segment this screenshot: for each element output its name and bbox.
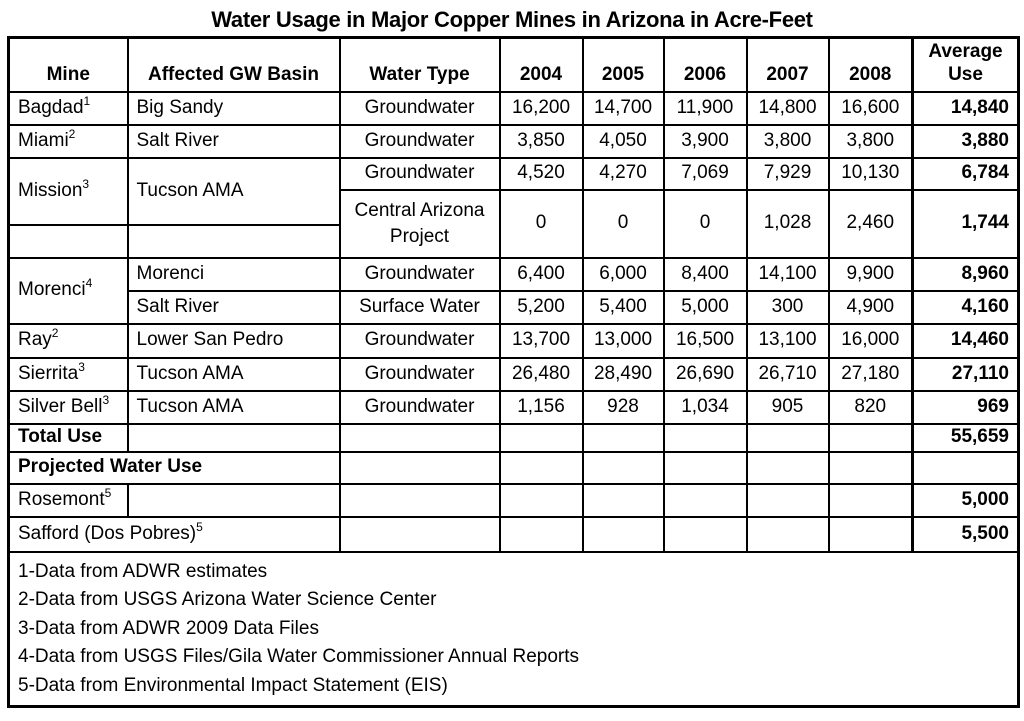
water-type-cell: Groundwater [340, 125, 500, 158]
mine-name: Ray [18, 329, 52, 351]
year-value-cell: 0 [583, 190, 664, 258]
empty-cell [340, 517, 500, 552]
year-value-cell: 14,800 [747, 92, 829, 125]
average-cell: 3,880 [913, 125, 1019, 158]
year-value-cell: 11,900 [664, 92, 747, 125]
footnote-line: 4-Data from USGS Files/Gila Water Commissioner Annual Reports [18, 646, 580, 668]
empty-cell [583, 517, 664, 552]
water-type-cell: Groundwater [340, 324, 500, 358]
footnote-ref: 5 [196, 519, 203, 534]
row-silver-bell [9, 391, 1019, 424]
year-value-cell: 4,050 [583, 125, 664, 158]
empty-cell [500, 484, 583, 517]
row-projected-header [9, 452, 1019, 484]
footnote-ref: 1 [83, 93, 91, 108]
year-value-cell: 1,034 [664, 391, 747, 424]
year-value-cell: 3,850 [500, 125, 583, 158]
empty-cell [128, 484, 340, 517]
year-value-cell: 14,700 [583, 92, 664, 125]
basin-cell: Tucson AMA [128, 391, 340, 424]
year-value-cell: 28,490 [583, 358, 664, 391]
mine-cell [9, 158, 128, 225]
year-value-cell: 3,800 [829, 125, 913, 158]
mine-name: Rosemont [18, 488, 105, 510]
basin-cell: Salt River [128, 291, 340, 324]
year-value-cell: 7,069 [664, 158, 747, 190]
water-type-cell: Groundwater [340, 391, 500, 424]
empty-cell [583, 452, 664, 484]
mine-cell [9, 324, 128, 358]
empty-cell [128, 424, 340, 452]
average-cell: 8,960 [913, 258, 1019, 291]
col-header-basin: Affected GW Basin [128, 38, 340, 92]
empty-cell [747, 484, 829, 517]
basin-cell: Salt River [128, 125, 340, 158]
footnote-line: 5-Data from Environmental Impact Statement (EIS) [18, 674, 448, 696]
year-value-cell: 5,000 [664, 291, 747, 324]
average-cell: 1,744 [913, 190, 1019, 258]
year-value-cell: 10,130 [829, 158, 913, 190]
col-header-year: 2004 [500, 38, 583, 92]
empty-cell [500, 424, 583, 452]
footnote-line: 3-Data from ADWR 2009 Data Files [18, 617, 319, 639]
col-header-water-type: Water Type [340, 38, 500, 92]
row-sierrita [9, 358, 1019, 391]
basin-cell: Big Sandy [128, 92, 340, 125]
year-value-cell: 26,480 [500, 358, 583, 391]
year-value-cell: 26,690 [664, 358, 747, 391]
empty-cell [664, 424, 747, 452]
year-value-cell: 26,710 [747, 358, 829, 391]
year-value-cell: 5,200 [500, 291, 583, 324]
year-value-cell: 3,800 [747, 125, 829, 158]
year-value-cell: 13,700 [500, 324, 583, 358]
year-value-cell: 0 [664, 190, 747, 258]
average-cell: 14,840 [913, 92, 1019, 125]
water-type-cell: Groundwater [340, 92, 500, 125]
water-type-cell: Surface Water [340, 291, 500, 324]
average-cell: 14,460 [913, 324, 1019, 358]
water-type-cell: Groundwater [340, 158, 500, 190]
empty-cell [583, 424, 664, 452]
year-value-cell: 6,000 [583, 258, 664, 291]
mine-cell [9, 125, 128, 158]
empty-cell [829, 424, 913, 452]
footnote-ref: 2 [68, 126, 76, 141]
row-footnotes [9, 552, 1019, 707]
footnotes-cell [9, 552, 1019, 707]
year-value-cell: 13,100 [747, 324, 829, 358]
water-type-cell: Central Arizona Project [340, 190, 500, 258]
empty-cell [747, 517, 829, 552]
year-value-cell: 7,929 [747, 158, 829, 190]
year-value-cell: 27,180 [829, 358, 913, 391]
row-rosemont [9, 484, 1019, 517]
empty-cell [9, 225, 128, 258]
row-ray [9, 324, 1019, 358]
year-value-cell: 300 [747, 291, 829, 324]
year-value-cell: 1,156 [500, 391, 583, 424]
col-header-year: 2007 [747, 38, 829, 92]
year-value-cell: 9,900 [829, 258, 913, 291]
footnote-ref: 3 [82, 176, 90, 191]
mine-cell [9, 358, 128, 391]
col-header-year: 2006 [664, 38, 747, 92]
footnote-ref: 4 [85, 276, 93, 291]
average-cell: 969 [913, 391, 1019, 424]
mine-name: Morenci [18, 279, 86, 301]
empty-cell [747, 424, 829, 452]
average-cell: 6,784 [913, 158, 1019, 190]
year-value-cell: 16,200 [500, 92, 583, 125]
year-value-cell: 16,500 [664, 324, 747, 358]
year-value-cell: 14,100 [747, 258, 829, 291]
average-cell: 5,500 [913, 517, 1019, 552]
year-value-cell: 928 [583, 391, 664, 424]
footnote-line: 1-Data from ADWR estimates [18, 560, 268, 582]
empty-cell [829, 484, 913, 517]
mine-name: Silver Bell [18, 395, 103, 417]
row-morenci-surface [9, 291, 1019, 324]
mine-name: Miami [18, 129, 69, 151]
water-type-cell: Groundwater [340, 258, 500, 291]
mine-name: Safford (Dos Pobres) [18, 522, 197, 544]
year-value-cell: 3,900 [664, 125, 747, 158]
empty-cell [128, 225, 340, 258]
mine-name: Bagdad [18, 96, 84, 118]
year-value-cell: 0 [500, 190, 583, 258]
year-value-cell: 4,520 [500, 158, 583, 190]
col-header-average: Average Use [913, 38, 1019, 92]
mine-cell [9, 391, 128, 424]
average-cell: 5,000 [913, 484, 1019, 517]
col-header-mine: Mine [9, 38, 128, 92]
row-total-use [9, 424, 1019, 452]
total-use-label-cell: Total Use [9, 424, 128, 452]
empty-cell [500, 517, 583, 552]
footnote-ref: 3 [78, 359, 85, 374]
row-miami [9, 125, 1019, 158]
mine-cell [9, 258, 128, 324]
table-title: Water Usage in Major Copper Mines in Arizona in Acre-Feet [211, 7, 813, 32]
empty-cell [913, 452, 1019, 484]
year-value-cell: 16,000 [829, 324, 913, 358]
year-value-cell: 6,400 [500, 258, 583, 291]
row-bagdad [9, 92, 1019, 125]
row-mission-groundwater [9, 158, 1019, 190]
footnote-ref: 3 [102, 392, 110, 407]
mine-cell [9, 484, 128, 517]
year-value-cell: 2,460 [829, 190, 913, 258]
col-header-year: 2005 [583, 38, 664, 92]
mine-name: Mission [18, 179, 83, 201]
row-morenci-groundwater [9, 258, 1019, 291]
row-safford [9, 517, 1019, 552]
year-value-cell: 820 [829, 391, 913, 424]
empty-cell [340, 424, 500, 452]
water-usage-table [7, 36, 1020, 708]
year-value-cell: 4,900 [829, 291, 913, 324]
water-type-cell: Groundwater [340, 358, 500, 391]
empty-cell [583, 484, 664, 517]
year-value-cell: 13,000 [583, 324, 664, 358]
empty-cell [664, 517, 747, 552]
empty-cell [664, 484, 747, 517]
footnote-line: 2-Data from USGS Arizona Water Science Center [18, 589, 437, 611]
footnote-ref: 5 [104, 485, 112, 500]
year-value-cell: 16,600 [829, 92, 913, 125]
col-header-year: 2008 [829, 38, 913, 92]
empty-cell [664, 452, 747, 484]
basin-cell: Lower San Pedro [128, 324, 340, 358]
mine-cell [9, 517, 340, 552]
empty-cell [340, 484, 500, 517]
empty-cell [340, 452, 500, 484]
footnote-ref: 2 [51, 326, 59, 341]
total-use-value-cell: 55,659 [913, 424, 1019, 452]
empty-cell [829, 452, 913, 484]
average-cell: 4,160 [913, 291, 1019, 324]
mine-cell [9, 92, 128, 125]
year-value-cell: 1,028 [747, 190, 829, 258]
year-value-cell: 905 [747, 391, 829, 424]
basin-cell: Tucson AMA [128, 158, 340, 225]
empty-cell [500, 452, 583, 484]
empty-cell [829, 517, 913, 552]
basin-cell: Tucson AMA [128, 358, 340, 391]
empty-cell [747, 452, 829, 484]
average-cell: 27,110 [913, 358, 1019, 391]
mine-name: Sierrita [18, 362, 79, 384]
projected-water-use-label-cell: Projected Water Use [9, 452, 340, 484]
basin-cell: Morenci [128, 258, 340, 291]
header-row [9, 38, 1019, 92]
year-value-cell: 5,400 [583, 291, 664, 324]
year-value-cell: 8,400 [664, 258, 747, 291]
year-value-cell: 4,270 [583, 158, 664, 190]
